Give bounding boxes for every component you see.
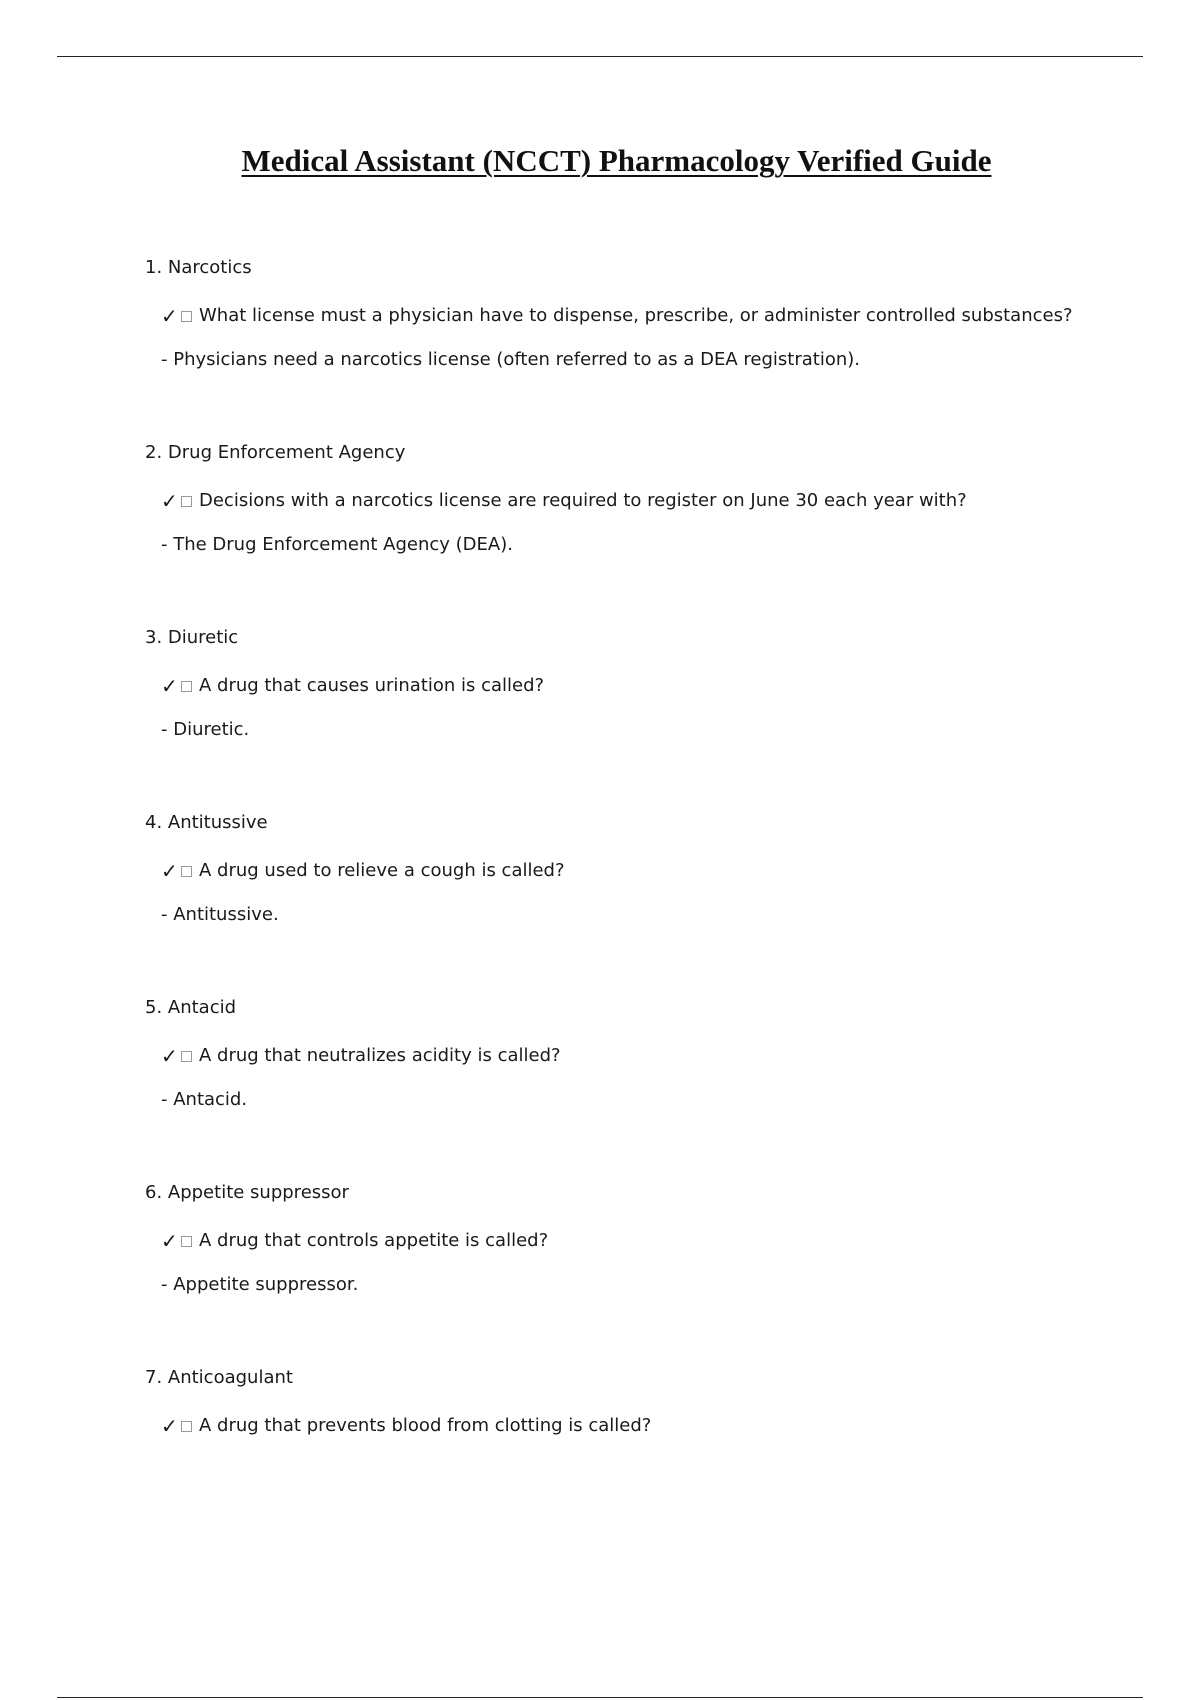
item-answer: - Antitussive. [161,904,279,925]
qa-list [145,257,1145,1552]
checkbox-icon [181,681,192,692]
item-heading: 3. Diuretic [145,627,239,648]
qa-item [145,1182,1145,1367]
item-heading: 4. Antitussive [145,812,268,833]
checkmark-icon: ✓ [161,304,178,328]
item-heading: 2. Drug Enforcement Agency [145,442,406,463]
item-question-row [145,1415,1145,1437]
item-question-row [145,490,1145,512]
checkbox-icon [181,1421,192,1432]
checkmark-icon: ✓ [161,1414,178,1438]
item-heading: 1. Narcotics [145,257,252,278]
checkmark-icon: ✓ [161,859,178,883]
qa-item [145,257,1145,442]
checkmark-icon: ✓ [161,674,178,698]
qa-item [145,812,1145,997]
item-answer: - Physicians need a narcotics license (often referred to as a DEA registration). [161,349,861,370]
item-answer: - Diuretic. [161,719,250,740]
checkmark-icon: ✓ [161,489,178,513]
item-answer: - Antacid. [161,1089,248,1110]
qa-item [145,627,1145,812]
checkmark-icon: ✓ [161,1229,178,1253]
item-question: A drug that prevents blood from clotting is called? [199,1415,652,1436]
item-heading: 5. Antacid [145,997,237,1018]
item-question: What license must a physician have to dispense, prescribe, or administer controlled substances? [199,305,1073,326]
qa-item [145,997,1145,1182]
item-question-row [145,860,1145,882]
item-answer: - Appetite suppressor. [161,1274,359,1295]
item-question-row [145,1230,1145,1252]
checkbox-icon [181,311,192,322]
item-question: Decisions with a narcotics license are required to register on June 30 each year with? [199,490,967,511]
item-question: A drug that causes urination is called? [199,675,545,696]
item-answer: - The Drug Enforcement Agency (DEA). [161,534,513,555]
qa-item [145,442,1145,627]
item-question: A drug used to relieve a cough is called? [199,860,565,881]
item-question: A drug that controls appetite is called? [199,1230,549,1251]
item-heading: 6. Appetite suppressor [145,1182,349,1203]
item-question-row [145,305,1145,327]
checkbox-icon [181,496,192,507]
page-title: Medical Assistant (NCCT) Pharmacology Verified Guide [241,143,992,178]
checkbox-icon [181,1051,192,1062]
checkmark-icon: ✓ [161,1044,178,1068]
checkbox-icon [181,866,192,877]
checkbox-icon [181,1236,192,1247]
bottom-rule [57,1697,1143,1698]
item-question: A drug that neutralizes acidity is called? [199,1045,561,1066]
item-question-row [145,1045,1145,1067]
top-rule [57,56,1143,57]
qa-item [145,1367,1145,1552]
item-question-row [145,675,1145,697]
item-heading: 7. Anticoagulant [145,1367,293,1388]
